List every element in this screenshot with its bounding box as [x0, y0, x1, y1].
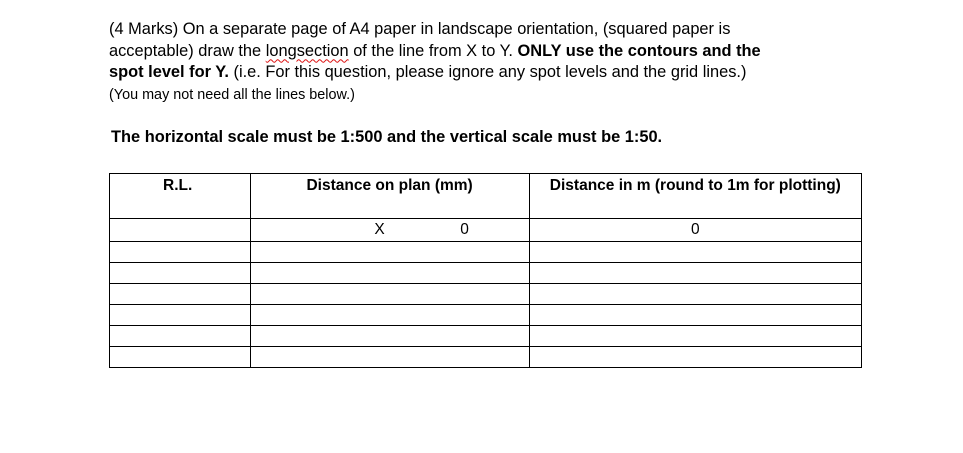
table-row — [110, 284, 862, 305]
question-line-3b: (i.e. For this question, please ignore any spot levels and the grid lines.) — [228, 63, 747, 81]
table-cell[interactable] — [250, 284, 529, 305]
question-line-2-bold: ONLY use the contours and the — [517, 41, 761, 60]
point-x-label: X — [374, 221, 385, 238]
scale-instruction: The horizontal scale must be 1:500 and the vertical scale must be 1:50. — [111, 128, 663, 146]
table-cell[interactable] — [529, 326, 861, 347]
table-row — [110, 347, 862, 368]
table-cell[interactable] — [529, 347, 861, 368]
table-cell[interactable] — [110, 326, 251, 347]
question-line-2b: of the line from X to Y. — [348, 41, 518, 60]
table-cell[interactable] — [250, 347, 529, 368]
table-cell[interactable] — [529, 219, 861, 242]
table-cell[interactable] — [250, 263, 529, 284]
metres-distance-value: 0 — [691, 221, 700, 238]
header-rl: R.L. — [110, 174, 251, 219]
question-line-2a: acceptable) draw the — [109, 41, 266, 60]
table-cell[interactable] — [250, 242, 529, 263]
table-header-row — [110, 174, 862, 219]
table-cell[interactable] — [529, 242, 861, 263]
table-row — [110, 242, 862, 263]
table-cell[interactable] — [110, 284, 251, 305]
header-plan-distance: Distance on plan (mm) — [250, 174, 529, 219]
header-metres-distance: Distance in m (round to 1m for plotting) — [529, 174, 861, 219]
table-cell[interactable] — [110, 347, 251, 368]
longsection-table — [109, 173, 862, 368]
table-cell[interactable] — [529, 305, 861, 326]
table-cell[interactable] — [250, 326, 529, 347]
table-row — [110, 305, 862, 326]
table-cell[interactable] — [110, 242, 251, 263]
table-cell[interactable] — [110, 305, 251, 326]
plan-distance-value: 0 — [460, 221, 469, 238]
question-note: (You may not need all the lines below.) — [109, 86, 355, 103]
table-cell[interactable] — [110, 263, 251, 284]
table-cell[interactable] — [250, 219, 529, 242]
table-cell[interactable] — [110, 219, 251, 242]
table-row — [110, 219, 862, 242]
table-row — [110, 326, 862, 347]
question-line-3-bold: spot level for Y. — [109, 63, 229, 81]
table-row — [110, 263, 862, 284]
table-cell[interactable] — [250, 305, 529, 326]
table-cell[interactable] — [529, 263, 861, 284]
question-line-1: (4 Marks) On a separate page of A4 paper in landscape orientation, (squared paper is — [109, 20, 731, 38]
table-cell[interactable] — [529, 284, 861, 305]
spellcheck-word: longsection — [265, 41, 349, 60]
question-paragraph — [109, 19, 869, 106]
